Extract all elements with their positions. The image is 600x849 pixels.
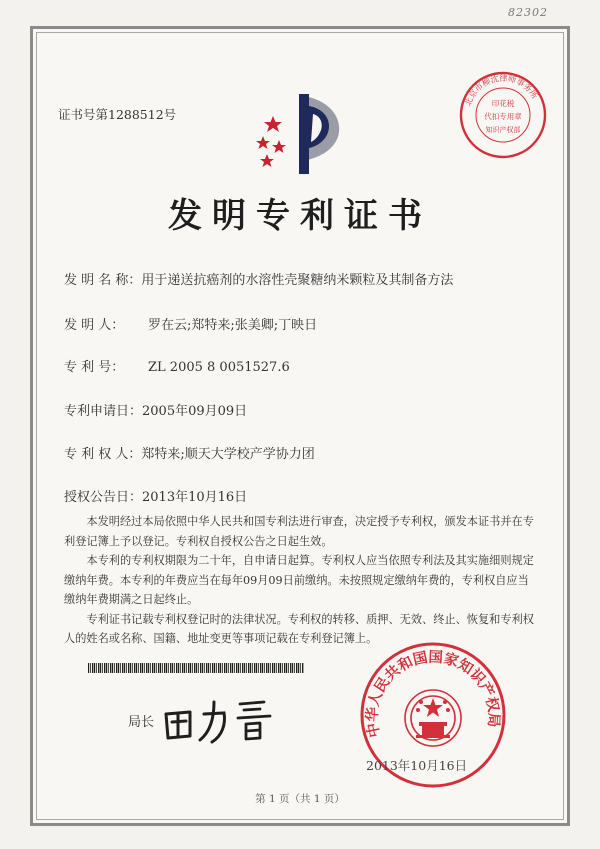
body-paragraph-term: 本专利的专利权期限为二十年，自申请日起算。专利权人应当依照专利法及其实施细则规定缴纳年费。本专利的年费应当在每年09月09日前缴纳。未按照规定缴纳年费的，专利权自应当缴纳年费期满之日起终止。 [64,554,534,606]
filing-date-value: 2005年09月09日 [142,404,248,419]
director-signature [160,692,280,747]
patentee-value: 郑特来;顺天大学校产学协力团 [141,447,315,462]
emblem-gate [416,722,450,738]
patent-number-value: ZL 2005 8 0051527.6 [148,360,290,375]
patentee-label: 专 利 权 人： [64,447,142,462]
certificate-body [64,512,534,649]
seal-date: 2013年10月16日 [366,758,468,773]
agency-seal-line2: 代扣专用章 [484,112,522,121]
page-number: 第 1 页（共 1 页） [255,793,345,805]
logo-star [256,136,270,149]
grant-date-value: 2013年10月16日 [142,490,248,505]
logo-star [260,154,274,167]
inventors-value: 罗在云;郑特来;张美卿;丁映日 [148,318,318,333]
inventors-field [64,314,317,333]
agency-seal-line1: 印花税 [491,99,515,108]
emblem-stars [416,698,450,717]
state-seal-ring-text: 中华人民共和国国家知识产权局 [364,649,502,739]
certificate-title: 发明专利证书 [168,196,432,236]
law-firm-tax-stamp [458,70,548,160]
logo-star [272,140,286,153]
filing-date-field [64,400,247,419]
patent-number-label: 专 利 号： [64,360,125,375]
director-label: 局长 [128,715,155,730]
grant-date-field [64,486,247,505]
body-paragraph-grant: 本发明经过本局依照中华人民共和国专利法进行审查，决定授予专利权，颁发本证书并在专利登记簿上予以登记。专利权自授权公告之日起生效。 [64,515,534,548]
invention-name-value: 用于递送抗癌剂的水溶性壳聚糖纳米颗粒及其制备方法 [141,273,454,288]
invention-name-label: 发 明 名 称： [64,273,142,288]
filing-date-label: 专利申请日： [64,404,143,419]
agency-seal-line3: 知识产权部 [485,126,521,134]
inventors-label: 发 明 人： [64,318,125,333]
barcode [88,663,304,673]
patent-office-logo [255,90,350,175]
handwritten-annotation: 82302 [508,6,548,19]
grant-date-label: 授权公告日： [64,490,143,505]
patentee-field [64,443,315,462]
invention-name-field [64,269,453,288]
certificate-number: 证书号第1288512号 [58,107,177,122]
logo-star [264,116,282,132]
agency-seal-ring-text: 北京市柳沈律师事务所 [462,72,541,108]
patent-number-field [64,356,290,375]
body-paragraph-status: 专利证书记载专利权登记时的法律状况。专利权的转移、质押、无效、终止、恢复和专利权人的姓名或名称、国籍、地址变更等事项记载在专利登记簿上。 [64,612,534,645]
